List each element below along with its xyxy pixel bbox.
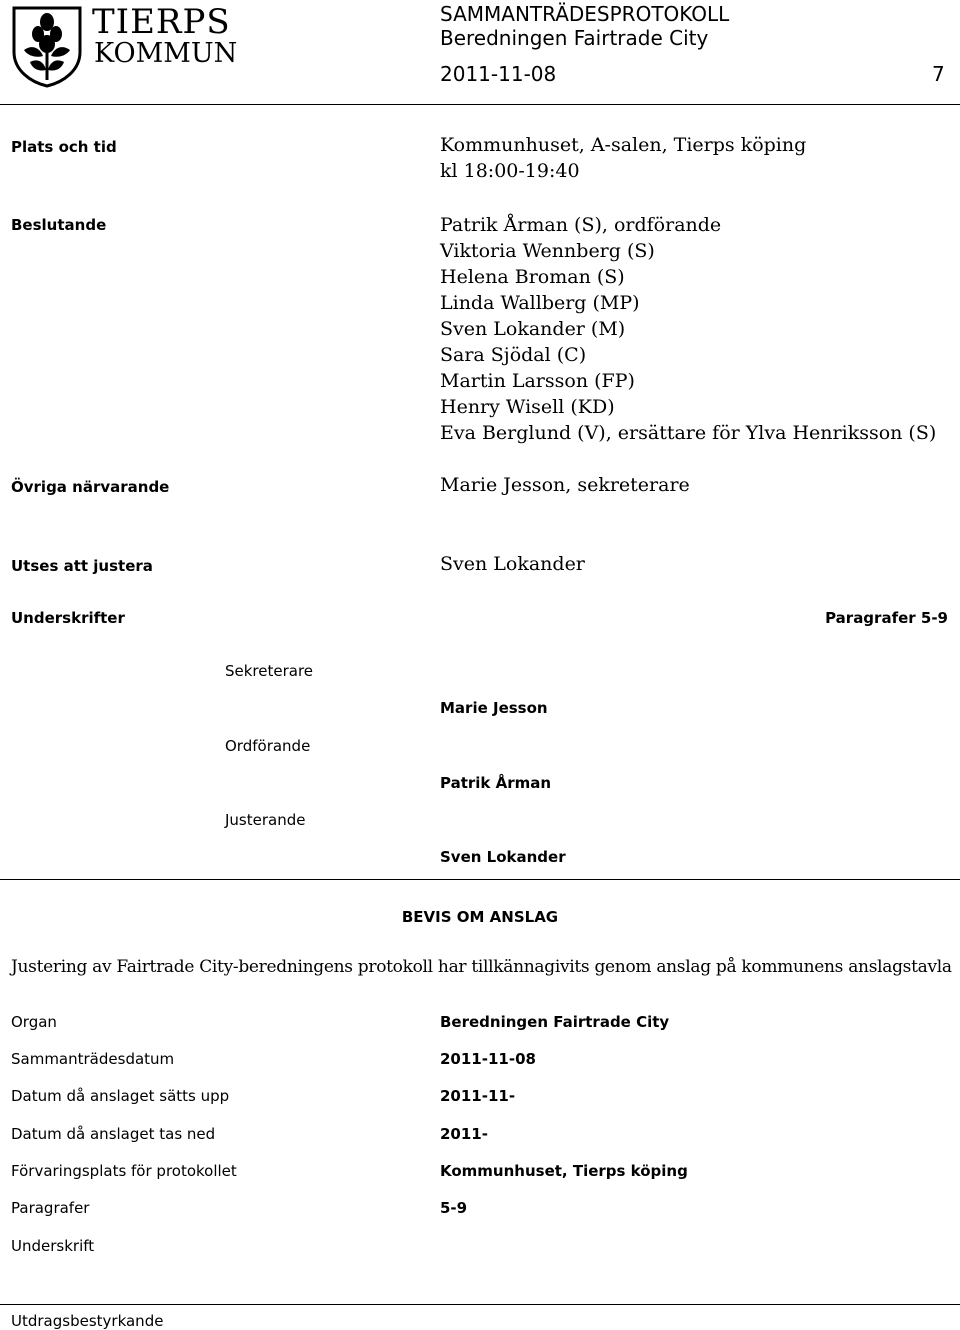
decision-member: Sven Lokander (M): [440, 318, 626, 340]
footer-divider: [0, 1304, 960, 1305]
decision-member: Linda Wallberg (MP): [440, 292, 640, 314]
notice-row-value: 2011-11-08: [440, 1050, 536, 1068]
place-label: Plats och tid: [11, 138, 117, 156]
decision-member: Viktoria Wennberg (S): [440, 240, 655, 262]
adjuster-appointed-value: Sven Lokander: [440, 553, 585, 575]
document-title: SAMMANTRÄDESPROTOKOLL: [440, 2, 730, 26]
municipality-crest-logo: [10, 4, 84, 88]
place-value-line2: kl 18:00-19:40: [440, 160, 580, 182]
others-present-label: Övriga närvarande: [11, 478, 170, 496]
notice-row-value: 2011-11-: [440, 1087, 516, 1105]
notice-divider: [0, 879, 960, 880]
chair-label: Ordförande: [225, 737, 311, 755]
notice-row-label: Underskrift: [11, 1237, 95, 1255]
signatures-label: Underskrifter: [11, 609, 125, 627]
brand-name-line1: TIERPS: [92, 2, 231, 42]
secretary-name: Marie Jesson: [440, 699, 548, 717]
notice-row-label: Datum då anslaget sätts upp: [11, 1087, 230, 1105]
decision-member: Henry Wisell (KD): [440, 396, 615, 418]
notice-row-label: Organ: [11, 1013, 57, 1031]
notice-row-value: 2011-: [440, 1125, 488, 1143]
document-date: 2011-11-08: [440, 62, 557, 86]
decision-member: Martin Larsson (FP): [440, 370, 635, 392]
decision-member: Sara Sjödal (C): [440, 344, 587, 366]
document-subtitle: Beredningen Fairtrade City: [440, 26, 709, 50]
chair-name: Patrik Årman: [440, 774, 552, 792]
notice-title: BEVIS OM ANSLAG: [401, 908, 559, 926]
notice-row-label: Förvaringsplats för protokollet: [11, 1162, 237, 1180]
place-value-line1: Kommunhuset, A-salen, Tierps köping: [440, 134, 807, 156]
notice-row-label: Sammanträdesdatum: [11, 1050, 175, 1068]
notice-row-label: Paragrafer: [11, 1199, 90, 1217]
decision-label: Beslutande: [11, 216, 107, 234]
adjuster-appointed-label: Utses att justera: [11, 557, 153, 575]
secretary-label: Sekreterare: [225, 662, 314, 680]
notice-statement: Justering av Fairtrade City-beredningens protokoll har tillkännagivits genom anslag på kommunens anslagstavla: [11, 957, 952, 977]
brand-name-line2: KOMMUN: [94, 38, 238, 69]
footer-certification-label: Utdragsbestyrkande: [11, 1312, 164, 1330]
header-divider: [0, 104, 960, 105]
decision-member: Patrik Årman (S), ordförande: [440, 214, 722, 236]
adjuster-label: Justerande: [225, 811, 306, 829]
notice-row-value: Beredningen Fairtrade City: [440, 1013, 670, 1031]
others-present-value: Marie Jesson, sekreterare: [440, 474, 690, 496]
decision-members-list: [440, 212, 936, 446]
decision-member: Eva Berglund (V), ersättare för Ylva Henriksson (S): [440, 422, 937, 444]
notice-row-value: 5-9: [440, 1199, 468, 1217]
notice-row-value: Kommunhuset, Tierps köping: [440, 1162, 688, 1180]
decision-member: Helena Broman (S): [440, 266, 625, 288]
notice-row-label: Datum då anslaget tas ned: [11, 1125, 216, 1143]
signatures-paragraphs: Paragrafer 5-9: [825, 609, 948, 627]
adjuster-name: Sven Lokander: [440, 848, 566, 866]
page-number: 7: [932, 62, 945, 86]
